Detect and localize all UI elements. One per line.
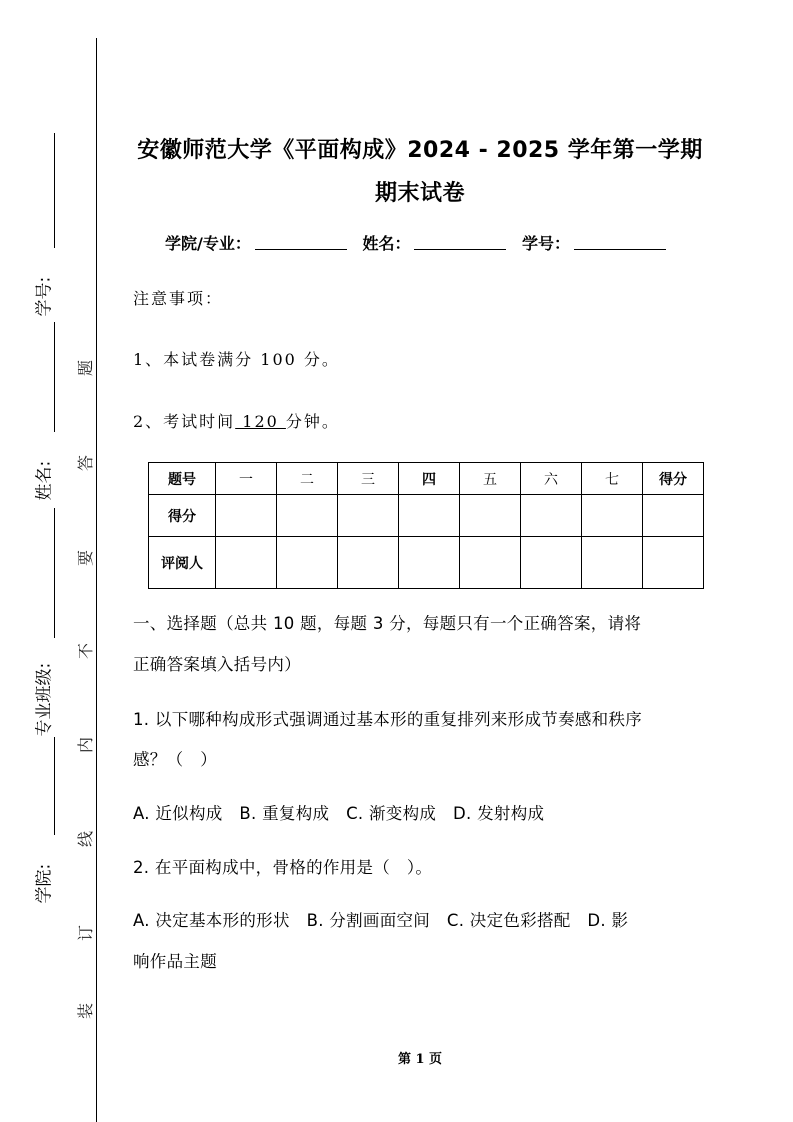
header-cell: 得分 bbox=[643, 463, 704, 495]
section-1-heading: 一、选择题（总共 10 题，每题 3 分，每题只有一个正确答案，请将 bbox=[133, 614, 642, 633]
score-cell[interactable] bbox=[582, 495, 643, 537]
margin-warning-char: 答 bbox=[76, 454, 96, 472]
header-cell: 二 bbox=[277, 463, 338, 495]
student-id-blank[interactable] bbox=[574, 234, 666, 250]
header-cell: 三 bbox=[338, 463, 399, 495]
margin-warning-char: 装 bbox=[76, 1002, 96, 1020]
reviewer-cell[interactable] bbox=[277, 537, 338, 589]
header-cell: 四 bbox=[399, 463, 460, 495]
name-field-label: 姓名: bbox=[34, 460, 55, 501]
question-1-options: A. 近似构成 B. 重复构成 C. 渐变构成 D. 发射构成 bbox=[133, 804, 545, 823]
header-cell: 一 bbox=[216, 463, 277, 495]
score-cell[interactable] bbox=[643, 495, 704, 537]
score-cell[interactable] bbox=[277, 495, 338, 537]
note-item-2-suffix: 分钟。 bbox=[285, 412, 340, 431]
score-cell[interactable] bbox=[338, 495, 399, 537]
exam-duration-value: 120 bbox=[235, 412, 286, 431]
page-number: 第 1 页 bbox=[397, 1052, 443, 1067]
name-fill-line[interactable] bbox=[54, 508, 55, 638]
margin-warning-char: 内 bbox=[76, 736, 96, 754]
question-2-options-cont: 响作品主题 bbox=[133, 952, 217, 971]
score-table-header-row bbox=[149, 463, 704, 495]
college-major-label: 学院/专业： bbox=[165, 234, 251, 253]
notes-heading: 注意事项： bbox=[133, 289, 224, 308]
reviewer-cell[interactable] bbox=[521, 537, 582, 589]
name-blank[interactable] bbox=[414, 234, 506, 250]
header-cell: 题号 bbox=[149, 463, 216, 495]
score-cell[interactable] bbox=[521, 495, 582, 537]
name-label: 姓名： bbox=[362, 234, 411, 253]
question-2-options: A. 决定基本形的形状 B. 分割画面空间 C. 决定色彩搭配 D. 影 bbox=[133, 911, 629, 930]
reviewer-cell[interactable] bbox=[216, 537, 277, 589]
question-2-stem: 2. 在平面构成中，骨格的作用是（ ）。 bbox=[133, 858, 433, 877]
student-info-row bbox=[165, 231, 676, 254]
score-cell[interactable] bbox=[216, 495, 277, 537]
reviewer-cell[interactable] bbox=[399, 537, 460, 589]
margin-warning-char: 不 bbox=[76, 642, 96, 660]
exam-title-line2: 期末试卷 bbox=[374, 181, 465, 206]
major-class-fill-line[interactable] bbox=[54, 737, 55, 835]
reviewer-cell[interactable] bbox=[643, 537, 704, 589]
student-id-fill-line[interactable] bbox=[54, 322, 55, 432]
score-table bbox=[148, 462, 704, 589]
college-field-label: 学院: bbox=[34, 863, 55, 904]
reviewer-row bbox=[149, 537, 704, 589]
header-cell: 五 bbox=[460, 463, 521, 495]
binding-line-segment bbox=[54, 133, 55, 248]
exam-title-line1: 安徽师范大学《平面构成》2024 - 2025 学年第一学期 bbox=[137, 138, 703, 163]
reviewer-cell[interactable] bbox=[582, 537, 643, 589]
major-class-field-label: 专业班级: bbox=[34, 662, 55, 737]
reviewer-cell[interactable] bbox=[338, 537, 399, 589]
row-label: 评阅人 bbox=[149, 537, 216, 589]
header-cell: 六 bbox=[521, 463, 582, 495]
question-1-stem: 1. 以下哪种构成形式强调通过基本形的重复排列来形成节奏感和秩序 bbox=[133, 710, 643, 729]
section-1-heading-cont: 正确答案填入括号内） bbox=[133, 655, 301, 674]
margin-warning-char: 题 bbox=[76, 359, 96, 377]
note-item-2-prefix: 2、考试时间 bbox=[133, 412, 236, 431]
college-major-blank[interactable] bbox=[255, 234, 347, 250]
score-row bbox=[149, 495, 704, 537]
question-1-stem-cont: 感？（ ） bbox=[133, 750, 217, 769]
note-item-1: 1、本试卷满分 100 分。 bbox=[133, 350, 340, 369]
margin-warning-char: 要 bbox=[76, 549, 96, 567]
score-cell[interactable] bbox=[460, 495, 521, 537]
reviewer-cell[interactable] bbox=[460, 537, 521, 589]
margin-warning-char: 订 bbox=[76, 924, 96, 942]
binding-margin-line bbox=[96, 38, 97, 1122]
student-id-label: 学号： bbox=[522, 234, 571, 253]
score-cell[interactable] bbox=[399, 495, 460, 537]
note-item-2 bbox=[133, 409, 340, 432]
row-label: 得分 bbox=[149, 495, 216, 537]
margin-warning-char: 线 bbox=[76, 830, 96, 848]
student-id-field-label: 学号: bbox=[34, 276, 55, 317]
header-cell: 七 bbox=[582, 463, 643, 495]
